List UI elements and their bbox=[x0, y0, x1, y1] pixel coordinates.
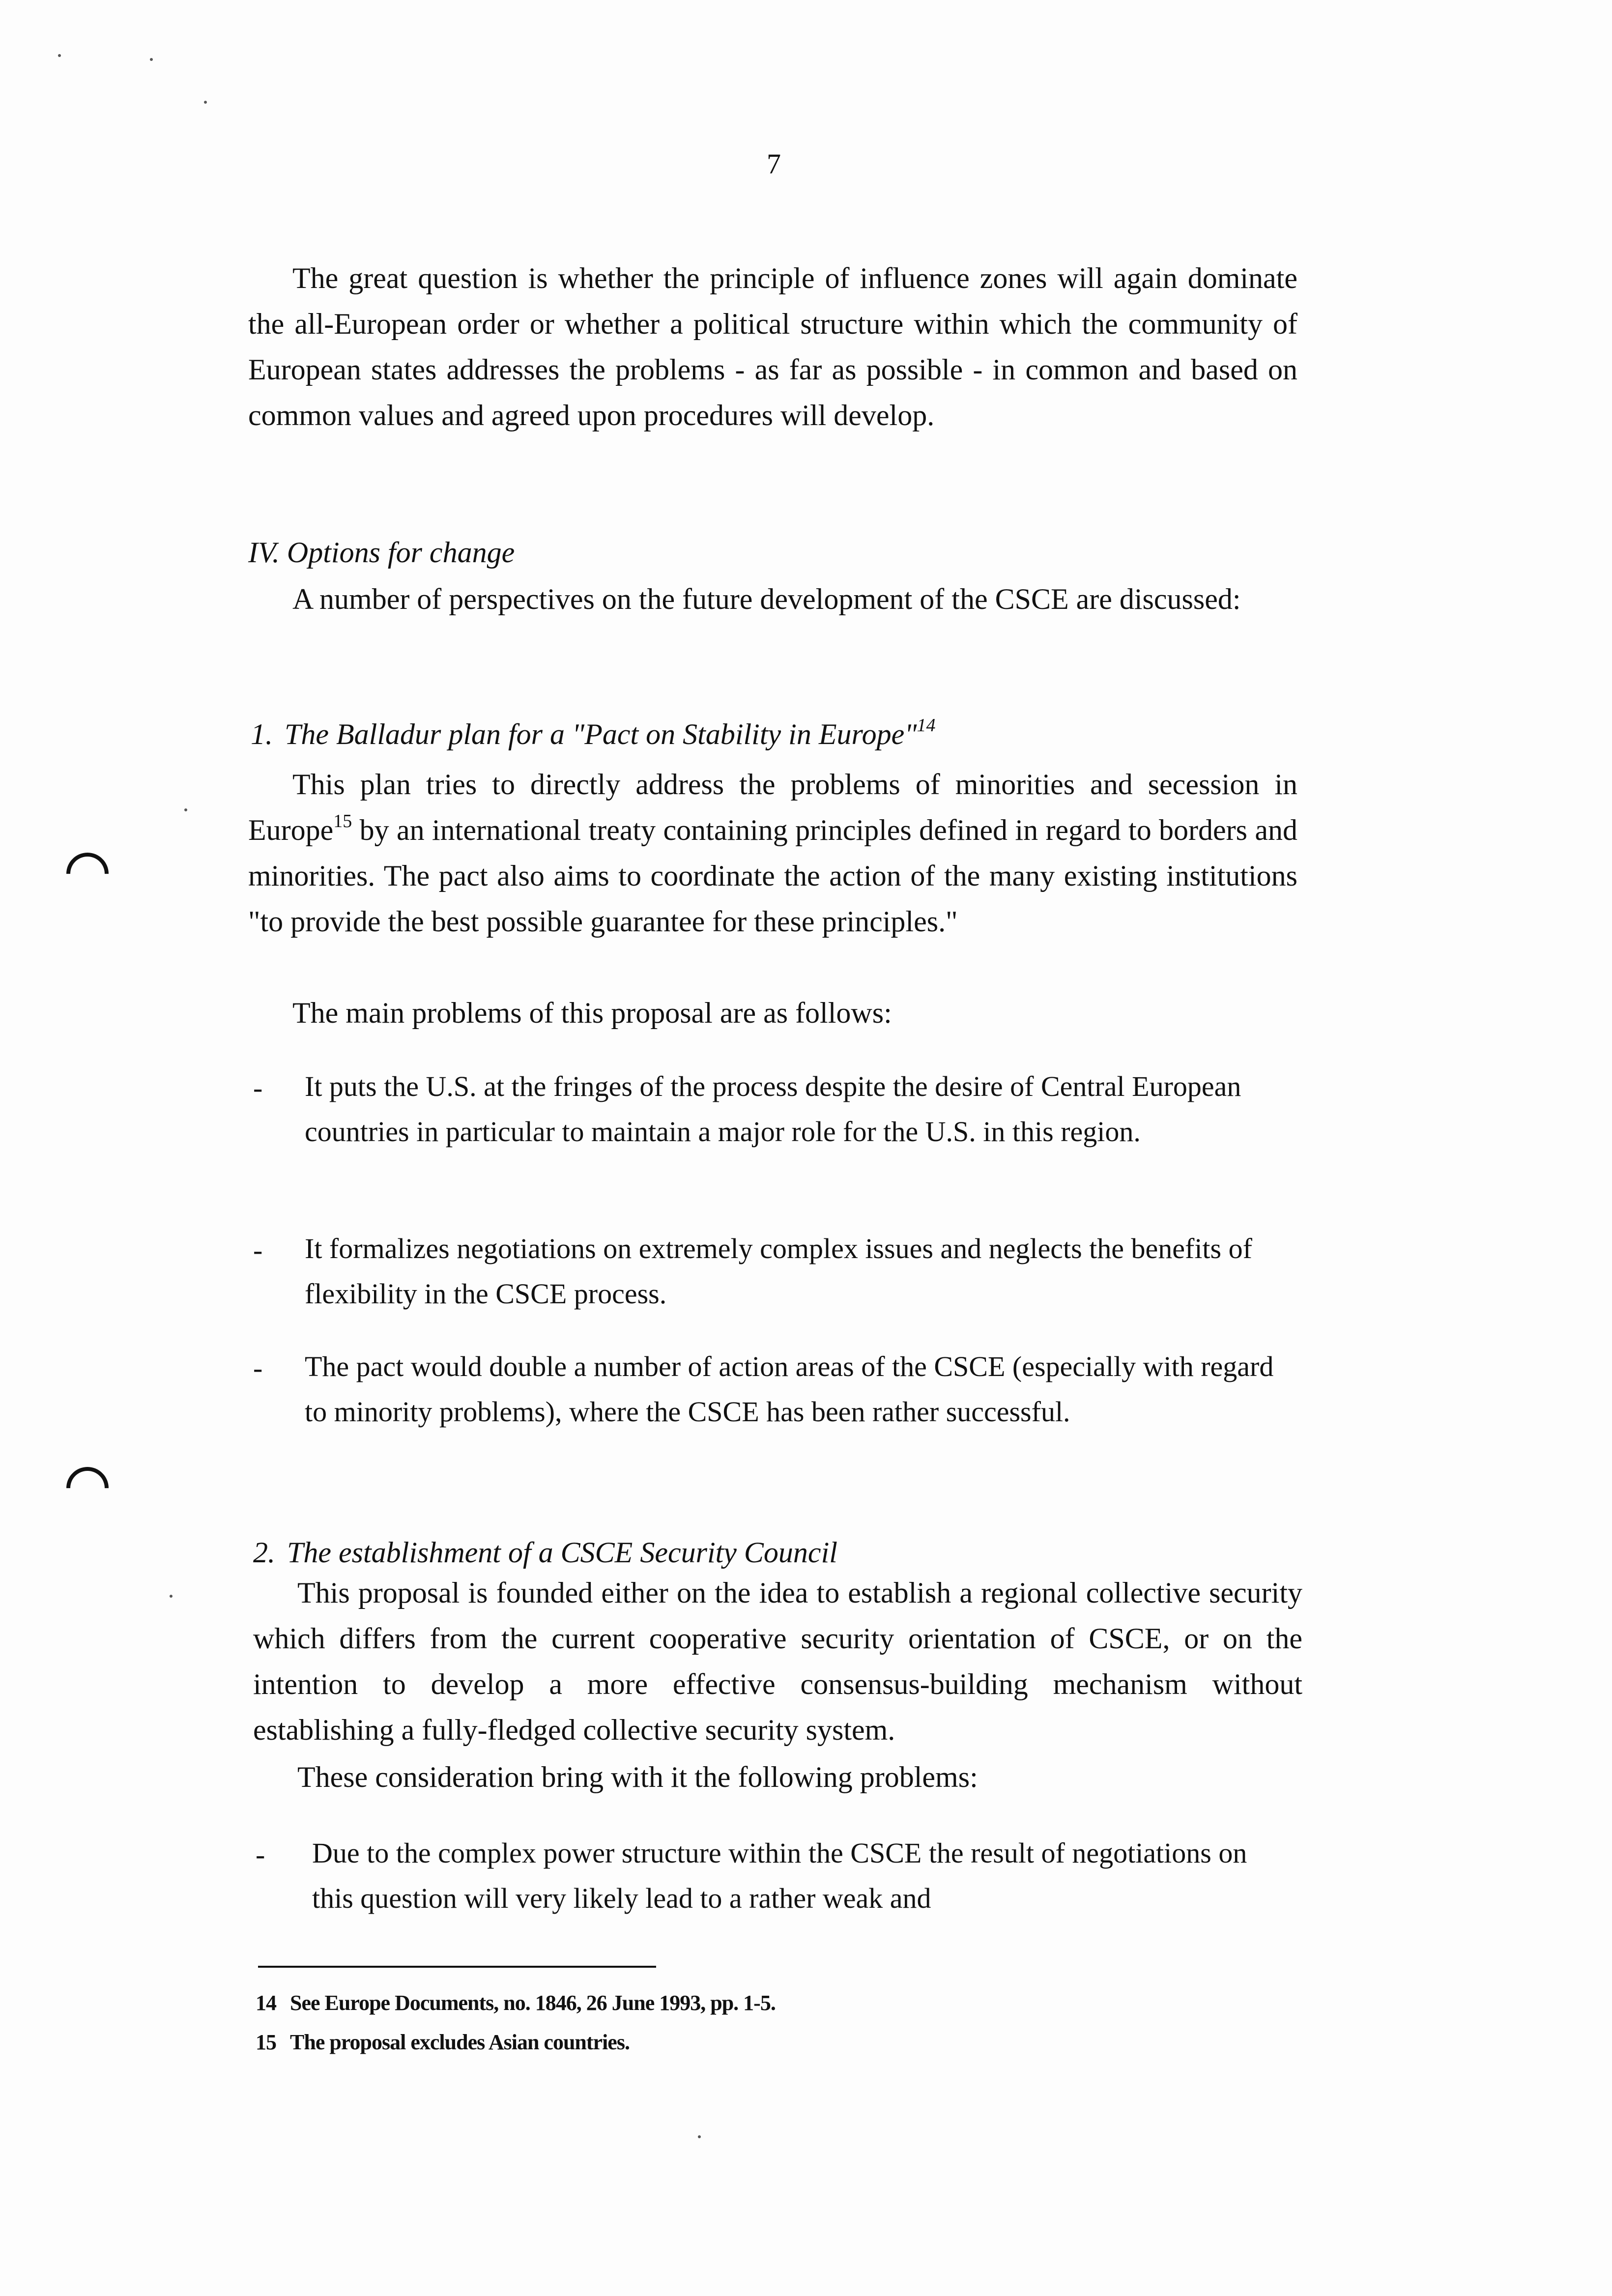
footnote-15 bbox=[256, 2030, 630, 2055]
option-1-problems-intro: The main problems of this proposal are as follows: bbox=[292, 997, 892, 1029]
scan-speck bbox=[698, 2135, 701, 2138]
option-1-problem-2: It formalizes negotiations on extremely complex issues and neglects the benefits of flexibility in the CSCE process. bbox=[305, 1233, 1252, 1310]
option-1-heading bbox=[251, 715, 936, 751]
footnote-ref-14: 14 bbox=[917, 715, 936, 736]
bullet-marker: - bbox=[253, 1072, 263, 1104]
option-2-problems-intro: These consideration bring with it the following problems: bbox=[297, 1761, 978, 1793]
footnote-ref-15: 15 bbox=[333, 811, 352, 832]
option-1-body-text-cont: by an international treaty containing principles defined in regard to borders and minorities. The pact also aims to coordinate the action of the many existing institutions "to provide the best possible guarantee for these principles." bbox=[248, 814, 1297, 938]
scan-speck bbox=[58, 54, 61, 57]
option-2-heading bbox=[253, 1536, 837, 1570]
bullet-marker: - bbox=[256, 1838, 265, 1870]
footnote-separator bbox=[258, 1966, 656, 1968]
scan-speck bbox=[204, 101, 207, 104]
option-2-body: This proposal is founded either on the idea to establish a regional collective security which differs from the current cooperative security orientation of CSCE, or on the intention to develop a more effective consensus-building mechanism without establishing a fully-fledged collective security system. bbox=[253, 1577, 1302, 1746]
scan-speck bbox=[150, 58, 153, 61]
option-1-body bbox=[248, 762, 1297, 945]
option-1-title: The Balladur plan for a "Pact on Stability in Europe" bbox=[285, 718, 917, 750]
footnote-14 bbox=[256, 1990, 776, 2015]
option-2-problem-1: Due to the complex power structure within the CSCE the result of negotiations on this question will very likely lead to a rather weak and bbox=[312, 1837, 1247, 1914]
page-number: 7 bbox=[767, 148, 781, 180]
footnote-text: See Europe Documents, no. 1846, 26 June 1993, pp. 1-5. bbox=[290, 1991, 776, 2015]
option-2-number: 2. bbox=[253, 1536, 275, 1569]
option-1-problem-3: The pact would double a number of action areas of the CSCE (especially with regard to minority problems), where the CSCE has been rather successful. bbox=[305, 1350, 1274, 1428]
intro-paragraph: The great question is whether the principle of influence zones will again dominate the all-European order or whether a political structure within which the community of European states addresses the problems - as far as possible - in common and based on common values and agreed upon procedures will develop. bbox=[248, 262, 1297, 431]
section-heading-options: IV. Options for change bbox=[248, 536, 515, 569]
punch-hole-mark bbox=[58, 844, 117, 904]
footnote-number: 14 bbox=[256, 1991, 276, 2015]
bullet-marker: - bbox=[253, 1352, 263, 1384]
option-1-problem-1: It puts the U.S. at the fringes of the process despite the desire of Central European countries in particular to maintain a major role for the U.S. in this region. bbox=[305, 1070, 1241, 1148]
scan-speck bbox=[184, 808, 187, 811]
bullet-marker: - bbox=[253, 1234, 263, 1266]
scan-speck bbox=[170, 1595, 173, 1598]
footnote-text: The proposal excludes Asian countries. bbox=[290, 2030, 630, 2054]
option-1-body-text: This plan tries to directly address the problems of minorities and secession in Europe bbox=[248, 768, 1297, 846]
section-intro: A number of perspectives on the future development of the CSCE are discussed: bbox=[292, 583, 1241, 615]
punch-hole-mark bbox=[58, 1458, 117, 1518]
option-2-title: The establishment of a CSCE Security Council bbox=[287, 1536, 837, 1569]
footnote-number: 15 bbox=[256, 2030, 276, 2054]
option-1-number: 1. bbox=[251, 718, 273, 750]
